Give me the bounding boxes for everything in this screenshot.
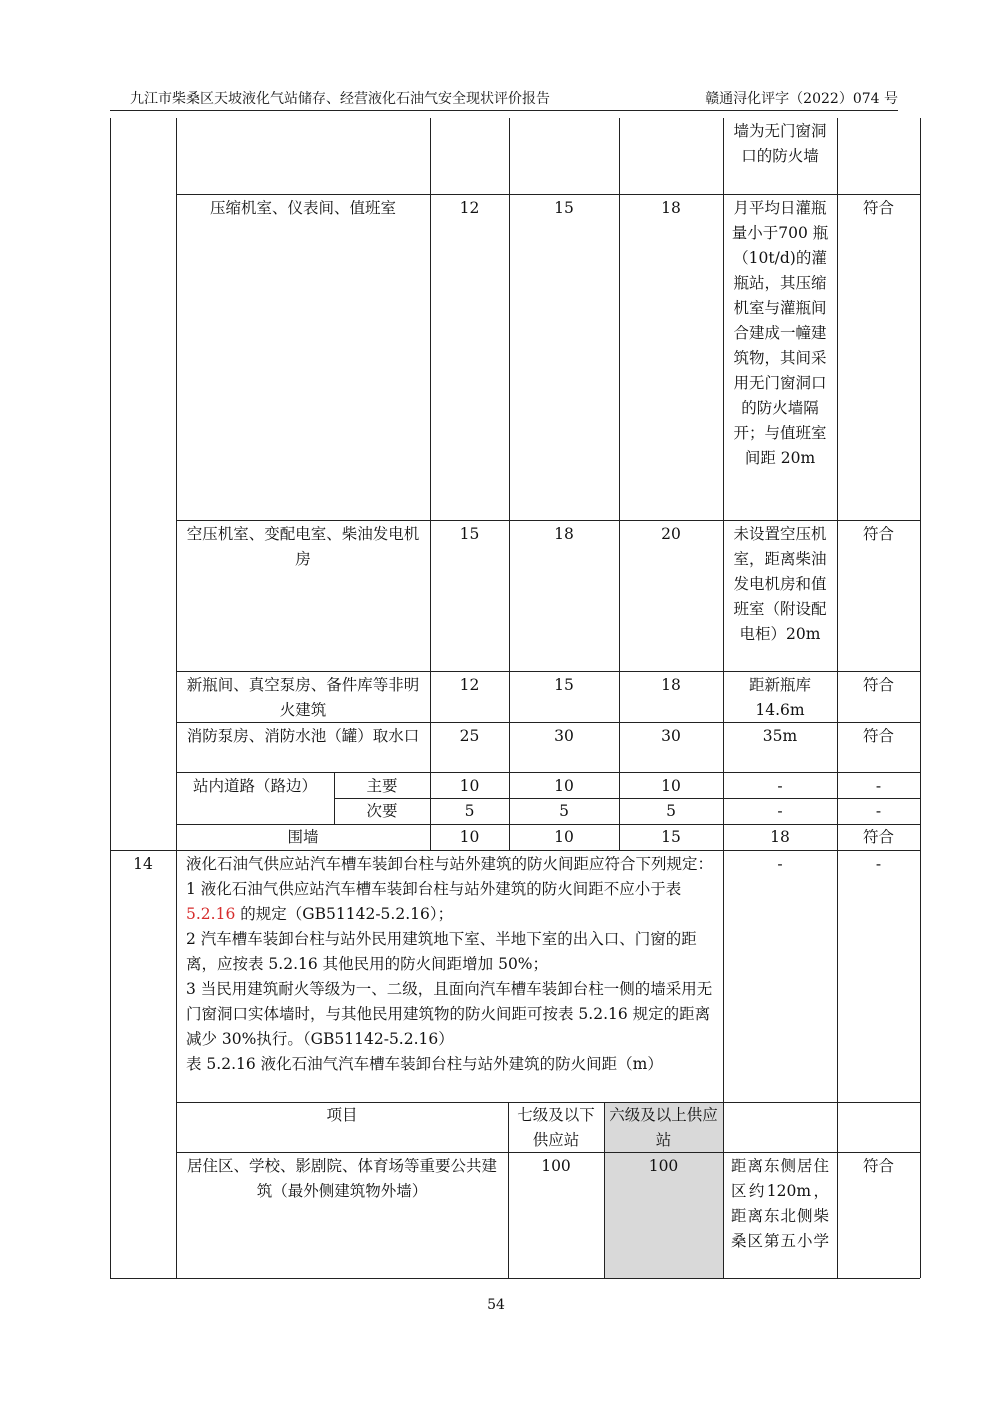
row-wall-v2: 10 [554, 828, 574, 846]
row-road-minor-result: - [875, 802, 882, 820]
table-reference-link: 5.2.16 [186, 905, 236, 923]
item14-actual: - [777, 855, 783, 873]
row-wall-v3: 15 [661, 828, 681, 846]
row-compressor-actual: 月平均日灌瓶量小于700 瓶（10t/d)的灌瓶站，其压缩机室与灌瓶间合建成一幢建筑物，其间采用无门窗洞口的防火墙隔开；与值班室间距 20m [731, 199, 829, 467]
row-wall-result: 符合 [862, 828, 894, 846]
item14-requirement-text [186, 852, 716, 1077]
row-road-main-actual: - [777, 777, 783, 795]
row-newbottle-v1: 12 [459, 676, 480, 694]
row-compressor-v3: 18 [661, 199, 681, 217]
row-compressor-v2: 15 [554, 199, 574, 217]
row-aircompressor-v3: 20 [661, 525, 681, 543]
row-road-main-result: - [875, 777, 882, 795]
row-firepump-v3: 30 [661, 727, 681, 745]
row-newbottle-result: 符合 [862, 676, 894, 694]
item14-intro: 液化石油气供应站汽车槽车装卸台柱与站外建筑的防火间距应符合下列规定： [186, 855, 714, 873]
row-aircompressor-name: 空压机室、变配电室、柴油发电机房 [186, 525, 420, 568]
row-firepump-actual: 35m [762, 727, 798, 745]
row-compressor-result: 符合 [862, 199, 894, 217]
item-number: 14 [133, 855, 153, 873]
row-firepump-result: 符合 [862, 727, 894, 745]
page-number: 54 [487, 1297, 505, 1313]
item14-clause-2: 2 汽车槽车装卸台柱与站外民用建筑地下室、半地下室的出入口、门窗的距离，应按表 5.2.16 其他民用的防火间距增加 50%； [186, 930, 697, 973]
subtable-row-v1: 100 [541, 1157, 571, 1175]
subtable-header-item: 项目 [326, 1106, 358, 1124]
row-aircompressor-result: 符合 [862, 525, 894, 543]
row-newbottle-name: 新瓶间、真空泵房、备件库等非明火建筑 [186, 676, 420, 719]
row-newbottle-v2: 15 [554, 676, 574, 694]
row-road-minor-v2: 5 [559, 802, 569, 820]
row-road-minor-v1: 5 [464, 802, 475, 820]
item14-clause-3: 3 当民用建筑耐火等级为一、二级，且面向汽车槽车装卸台柱一侧的墙采用无门窗洞口实体墙时，与其他民用建筑物的防火间距可按表 5.2.16 规定的距离减少 30%执行。（GB51142-5.2.16） [186, 980, 713, 1048]
row-newbottle-v3: 18 [661, 676, 681, 694]
subtable-row-result: 符合 [862, 1157, 894, 1175]
row-aircompressor-actual: 未设置空压机室，距离柴油发电机房和值班室（附设配电柜）20m [733, 525, 827, 643]
report-title: 九江市柴桑区天坡液化气站储存、经营液化石油气安全现状评价报告 [130, 91, 550, 107]
row-road-main-v3: 10 [661, 777, 681, 795]
row-road-minor-actual: - [777, 802, 783, 820]
item14-clause-1: 1 液化石油气供应站汽车槽车装卸台柱与站外建筑的防火间距不应小于表 5.2.16 的规定（GB51142-5.2.16）； [186, 880, 682, 923]
subtable-row-v2: 100 [648, 1157, 679, 1175]
row-road-minor-label: 次要 [366, 802, 398, 820]
row-aircompressor-v1: 15 [459, 525, 480, 543]
row-road-minor-v3: 5 [666, 802, 676, 820]
row-compressor-v1: 12 [459, 199, 480, 217]
row-firepump-v1: 25 [459, 727, 480, 745]
document-number: 赣通浔化评字（2022）074 号 [705, 91, 898, 107]
item14-table-caption: 表 5.2.16 液化石油气汽车槽车装卸台柱与站外建筑的防火间距（m） [186, 1055, 663, 1073]
subtable-row-name: 居住区、学校、影剧院、体育场等重要公共建筑（最外侧建筑物外墙） [186, 1157, 497, 1200]
row-wall-v1: 10 [459, 828, 480, 846]
row-wall-actual: 墙为无门窗洞口的防火墙 [733, 122, 827, 165]
row-wall-name: 围墙 [287, 828, 319, 846]
item14-result: - [875, 855, 882, 873]
row-road-main-label: 主要 [366, 777, 398, 795]
row-compressor-name: 压缩机室、仪表间、值班室 [209, 199, 396, 217]
row-road-main-v2: 10 [554, 777, 574, 795]
row-wall-actual: 18 [770, 828, 790, 846]
subtable-row-actual: 距离东侧居住区约120m，距离东北侧柴桑区第五小学 [731, 1157, 829, 1250]
row-firepump-v2: 30 [554, 727, 574, 745]
row-road-main-v1: 10 [459, 777, 480, 795]
row-firepump-name: 消防泵房、消防水池（罐）取水口 [186, 727, 420, 745]
row-road-name: 站内道路（路边） [192, 777, 317, 795]
row-aircompressor-v2: 18 [554, 525, 574, 543]
subtable-header-grade7: 七级及以下供应站 [517, 1106, 595, 1149]
subtable-header-grade6: 六级及以上供应站 [609, 1106, 718, 1149]
row-newbottle-actual: 距新瓶库14.6m [748, 676, 811, 719]
